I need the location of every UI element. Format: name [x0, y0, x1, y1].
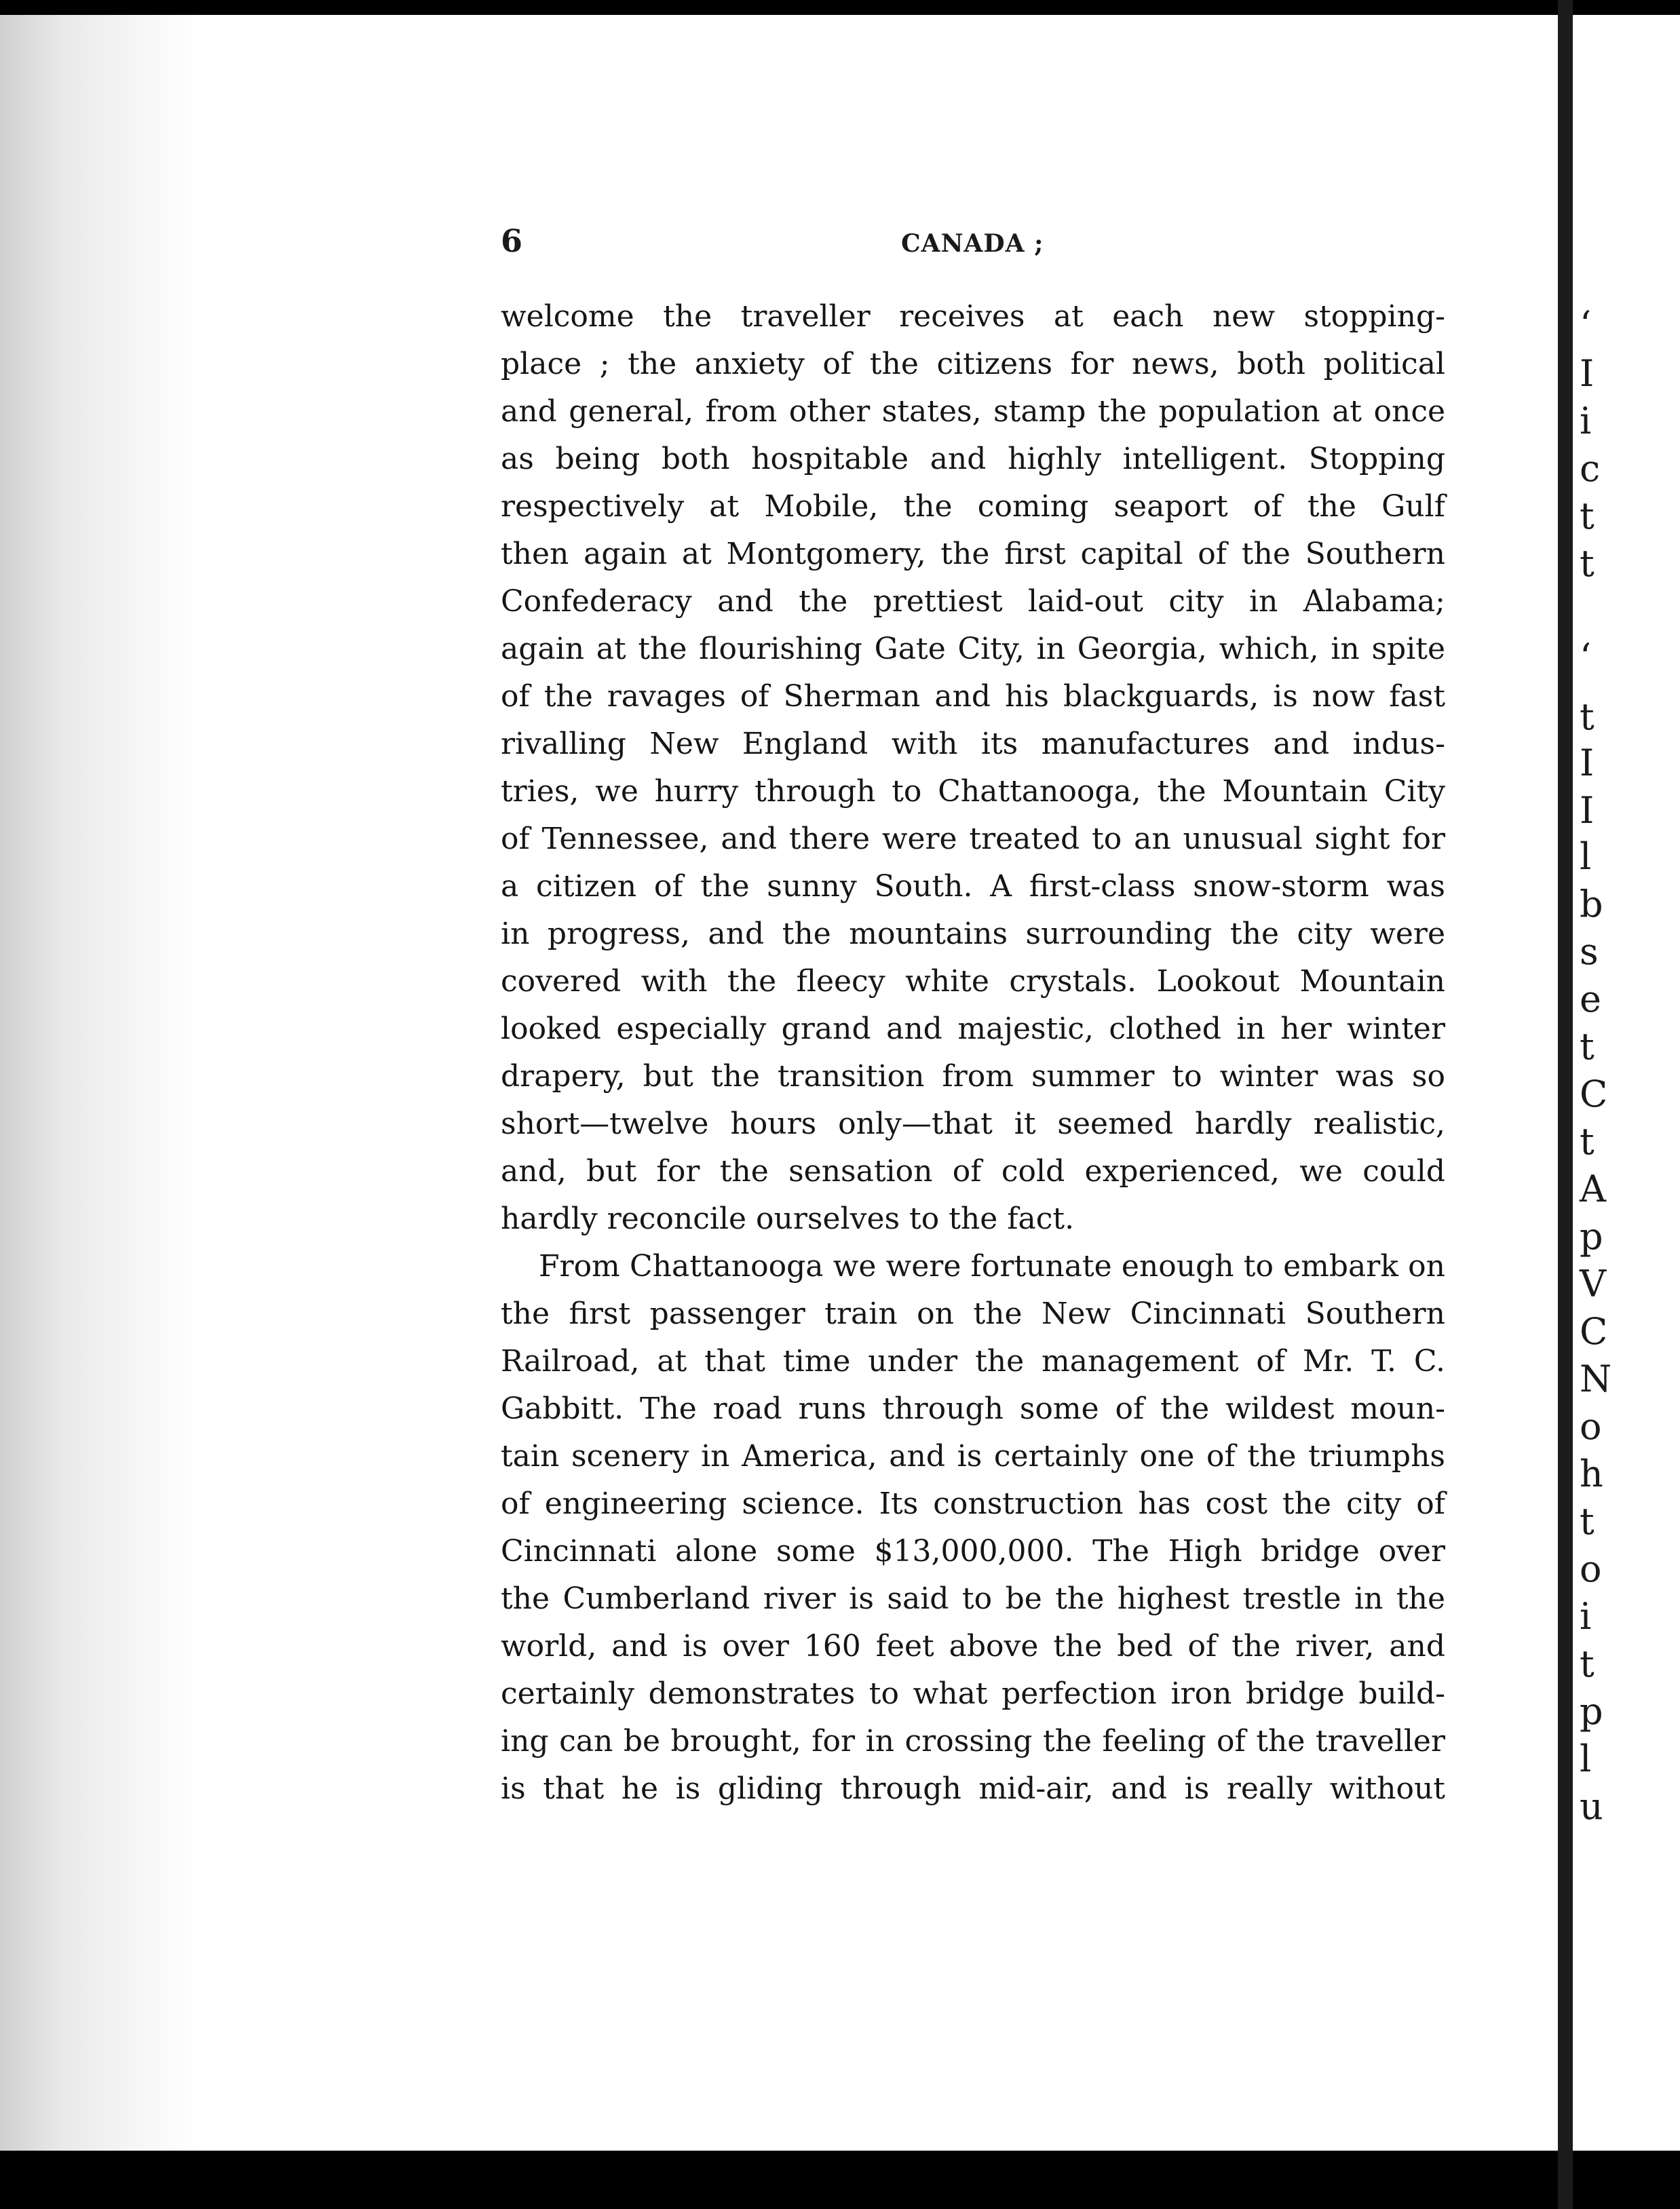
- facing-page-fragment: i: [1580, 400, 1592, 442]
- facing-page-fragment: C: [1580, 1310, 1608, 1353]
- facing-page-fragment: ‘: [1580, 303, 1592, 346]
- facing-page-fragment: l: [1580, 1737, 1592, 1780]
- text-line: welcome the traveller receives at each new stopping-: [501, 299, 1445, 334]
- paragraph-end-line: hardly reconcile ourselves to the fact.: [501, 1202, 1075, 1236]
- page-number: 6: [501, 223, 523, 259]
- text-line: Confederacy and the prettiest laid-out city in Alabama;: [501, 584, 1445, 619]
- text-line: certainly demonstrates to what perfection iron bridge build-: [501, 1676, 1445, 1711]
- facing-page-fragment: l: [1580, 835, 1592, 878]
- text-line: tain scenery in America, and is certainly one of the triumphs: [501, 1439, 1445, 1474]
- text-line: a citizen of the sunny South. A first-class snow-storm was: [501, 869, 1445, 904]
- text-line: looked especially grand and majestic, clothed in her winter: [501, 1012, 1445, 1046]
- text-line: world, and is over 160 feet above the bed of the river, and: [501, 1629, 1445, 1664]
- text-line: short—twelve hours only—that it seemed hardly realistic,: [501, 1107, 1445, 1141]
- text-line: respectively at Mobile, the coming seaport of the Gulf: [501, 489, 1445, 524]
- facing-page-fragment: h: [1580, 1453, 1603, 1495]
- text-line: the first passenger train on the New Cincinnati Southern: [501, 1296, 1445, 1331]
- text-line: tries, we hurry through to Chattanooga, the Mountain City: [501, 774, 1445, 809]
- facing-page-fragment: V: [1580, 1263, 1606, 1305]
- text-line: and, but for the sensation of cold experienced, we could: [501, 1154, 1445, 1189]
- facing-page-fragment: u: [1580, 1785, 1603, 1828]
- text-line: then again at Montgomery, the first capital of the Southern: [501, 537, 1445, 571]
- facing-page-fragment: t: [1580, 542, 1595, 585]
- facing-page-fragment: c: [1580, 447, 1601, 490]
- body-text: [501, 293, 1445, 1813]
- paragraph-first-line: From Chattanooga we were fortunate enough to embark on: [539, 1249, 1445, 1284]
- facing-page-fragment: s: [1580, 930, 1599, 973]
- facing-page-fragment: A: [1580, 1168, 1606, 1210]
- text-line: of the ravages of Sherman and his blackguards, is now fast: [501, 679, 1445, 714]
- text-line: Cincinnati alone some $13,000,000. The High bridge over: [501, 1534, 1445, 1569]
- text-line: place ; the anxiety of the citizens for news, both political: [501, 347, 1445, 381]
- book-gutter: [1558, 0, 1573, 2209]
- text-line: again at the flourishing Gate City, in Georgia, which, in spite: [501, 632, 1445, 666]
- text-line: Gabbitt. The road runs through some of the wildest moun-: [501, 1391, 1445, 1426]
- facing-page-fragment: e: [1580, 978, 1601, 1020]
- text-line: as being both hospitable and highly intelligent. Stopping: [501, 442, 1445, 476]
- facing-page-fragment: o: [1580, 1548, 1602, 1590]
- page-edge-shadow: [0, 15, 204, 2151]
- text-line: ing can be brought, for in crossing the feeling of the traveller: [501, 1724, 1445, 1759]
- text-line: the Cumberland river is said to be the highest trestle in the: [501, 1581, 1445, 1616]
- page-header: [501, 223, 1445, 263]
- facing-page-fragment: i: [1580, 1595, 1592, 1638]
- facing-page-fragment: t: [1580, 495, 1595, 537]
- text-line: Railroad, at that time under the management of Mr. T. C.: [501, 1344, 1445, 1379]
- facing-page-fragment: t: [1580, 1643, 1595, 1685]
- facing-page-fragment: C: [1580, 1073, 1608, 1115]
- text-line: rivalling New England with its manufactures and indus-: [501, 727, 1445, 761]
- facing-page-fragment: p: [1580, 1215, 1603, 1258]
- text-line: and general, from other states, stamp the population at once: [501, 394, 1445, 429]
- facing-page-fragment: t: [1580, 1120, 1595, 1163]
- facing-page-fragment: b: [1580, 883, 1603, 925]
- facing-page-fragment: I: [1580, 352, 1595, 395]
- facing-page-fragment: I: [1580, 789, 1595, 832]
- text-line: drapery, but the transition from summer to winter was so: [501, 1059, 1445, 1094]
- text-line: of engineering science. Its construction has cost the city of: [501, 1486, 1445, 1521]
- text-line: of Tennessee, and there were treated to an unusual sight for: [501, 822, 1445, 856]
- facing-page-fragment: o: [1580, 1405, 1602, 1448]
- text-line: is that he is gliding through mid-air, and is really without: [501, 1771, 1445, 1806]
- facing-page-fragment: t: [1580, 1025, 1595, 1068]
- facing-page-edge: [1573, 15, 1680, 2151]
- running-head: CANADA ;: [901, 229, 1044, 258]
- facing-page-fragment: t: [1580, 1500, 1595, 1543]
- facing-page-fragment: t: [1580, 695, 1595, 738]
- facing-page-fragment: ‘: [1580, 636, 1592, 678]
- facing-page-fragment: N: [1580, 1358, 1612, 1400]
- text-line: covered with the fleecy white crystals. Lookout Mountain: [501, 964, 1445, 999]
- facing-page-fragment: p: [1580, 1690, 1603, 1733]
- facing-page-fragment: I: [1580, 742, 1595, 784]
- text-line: in progress, and the mountains surrounding the city were: [501, 917, 1445, 951]
